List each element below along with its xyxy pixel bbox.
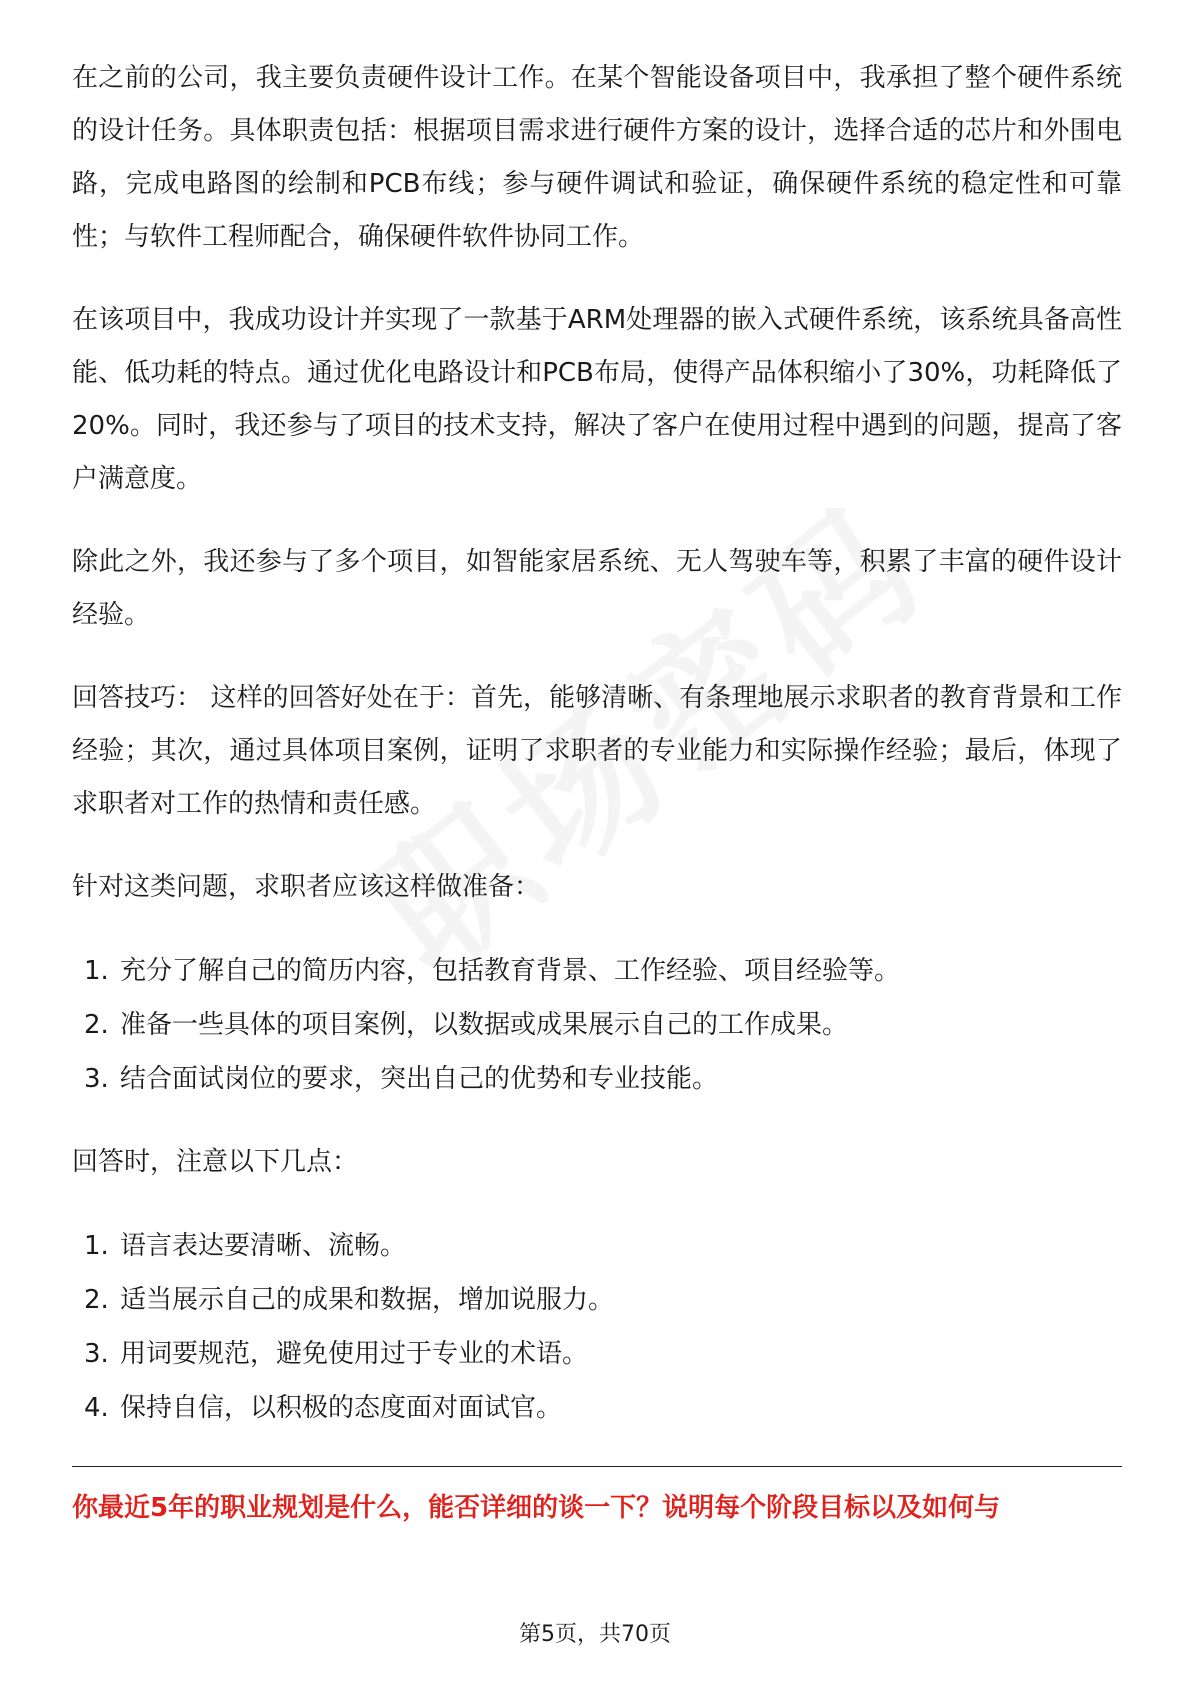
list-item-text: 充分了解自己的简历内容，包括教育背景、工作经验、项目经验等。	[120, 956, 901, 986]
prep-list	[72, 944, 1122, 1106]
list-item-text: 准备一些具体的项目案例，以数据或成果展示自己的工作成果。	[120, 1010, 849, 1040]
paragraph-notes-intro: 回答时，注意以下几点：	[72, 1147, 359, 1177]
notes-list	[72, 1219, 1122, 1435]
paragraph-other-projects: 除此之外，我还参与了多个项目，如智能家居系统、无人驾驶车等，积累了丰富的硬件设计经验。	[72, 547, 1122, 630]
list-item-number: 4.	[84, 1393, 109, 1423]
list-item	[72, 998, 1122, 1052]
list-item-text: 语言表达要清晰、流畅。	[120, 1231, 407, 1261]
list-item-text: 保持自信，以积极的态度面对面试官。	[120, 1393, 563, 1423]
list-item-number: 2.	[84, 1010, 109, 1040]
paragraph-answer-tips: 回答技巧： 这样的回答好处在于：首先，能够清晰、有条理地展示求职者的教育背景和工作经验；其次，通过具体项目案例，证明了求职者的专业能力和实际操作经验；最后，体现了求职者对工作的热情和责任感。	[72, 683, 1122, 819]
list-item-text: 结合面试岗位的要求，突出自己的优势和专业技能。	[120, 1064, 719, 1094]
list-item	[72, 1381, 1122, 1435]
list-item	[72, 1052, 1122, 1106]
list-item-number: 3.	[84, 1064, 109, 1094]
list-item-text: 用词要规范，避免使用过于专业的术语。	[120, 1339, 589, 1369]
list-item	[72, 1219, 1122, 1273]
paragraph-responsibilities: 在之前的公司，我主要负责硬件设计工作。在某个智能设备项目中，我承担了整个硬件系统的设计任务。具体职责包括：根据项目需求进行硬件方案的设计，选择合适的芯片和外围电路，完成电路图的绘制和PCB布线；参与硬件调试和验证，确保硬件系统的稳定性和可靠性；与软件工程师配合，确保硬件软件协同工作。	[72, 63, 1122, 252]
document-body	[72, 52, 1122, 1465]
section-divider	[72, 1466, 1122, 1467]
list-item-number: 3.	[84, 1339, 109, 1369]
paragraph-achievements: 在该项目中，我成功设计并实现了一款基于ARM处理器的嵌入式硬件系统，该系统具备高性能、低功耗的特点。通过优化电路设计和PCB布局，使得产品体积缩小了30%，功耗降低了20%。同时，我还参与了项目的技术支持，解决了客户在使用过程中遇到的问题，提高了客户满意度。	[72, 305, 1122, 494]
list-item-number: 1.	[84, 1231, 109, 1261]
list-item-text: 适当展示自己的成果和数据，增加说服力。	[120, 1285, 615, 1315]
paragraph-prep-intro: 针对这类问题，求职者应该这样做准备：	[72, 872, 541, 902]
list-item-number: 1.	[84, 956, 109, 986]
next-question-heading: 你最近5年的职业规划是什么，能否详细的谈一下？说明每个阶段目标以及如何与	[72, 1493, 1001, 1523]
list-item	[72, 1273, 1122, 1327]
list-item	[72, 1327, 1122, 1381]
list-item	[72, 944, 1122, 998]
list-item-number: 2.	[84, 1285, 109, 1315]
page-number: 第5页，共70页	[519, 1622, 671, 1647]
